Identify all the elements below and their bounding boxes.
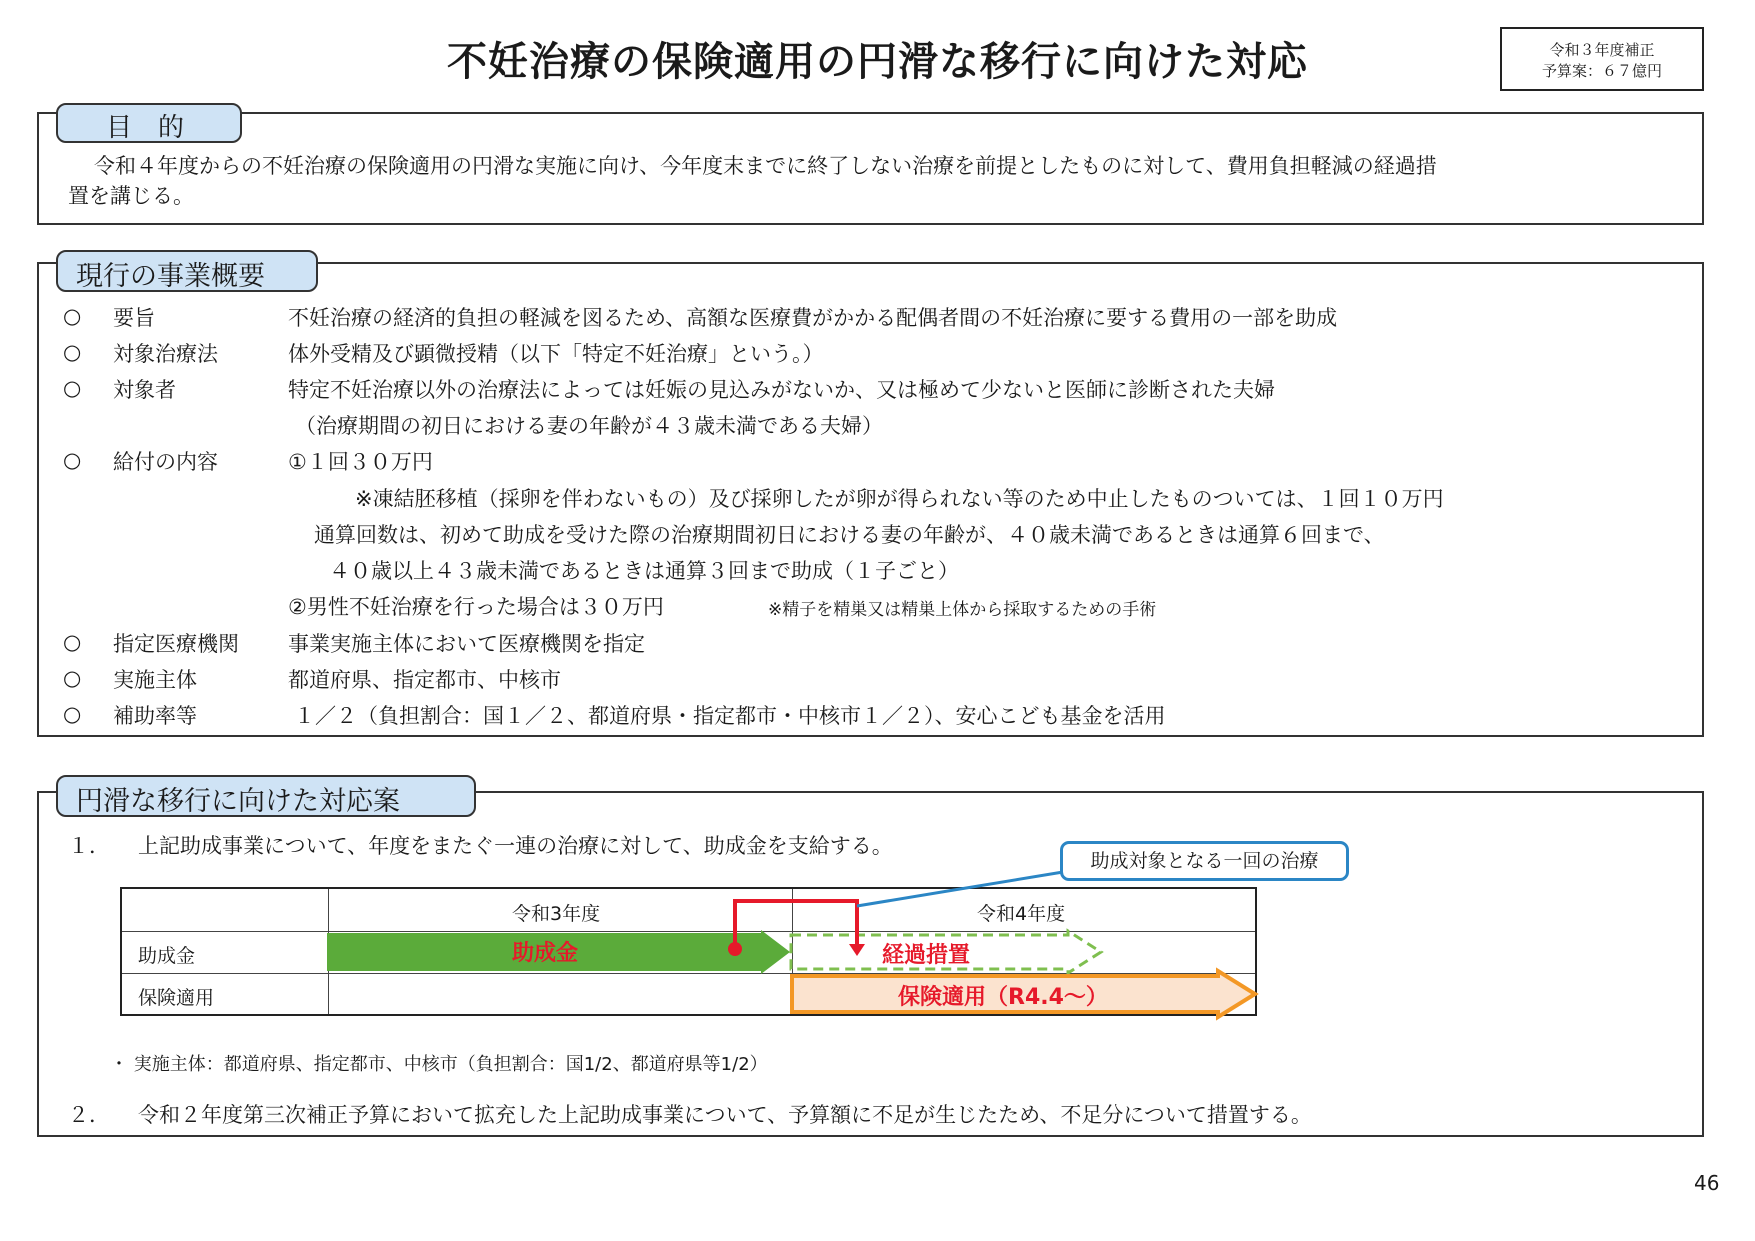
overview-value-target: 特定不妊治療以外の治療法によっては妊娠の見込みがないか、又は極めて少ないと医師に診断された夫婦 <box>288 378 1275 402</box>
insurance-bar-label: 保険適用（R4.4～） <box>898 985 1108 1010</box>
overview-value-summary: 不妊治療の経済的負担の軽減を図るため、高額な医療費がかかる配偶者間の不妊治療に要する費用の一部を助成 <box>288 306 1338 330</box>
overview-value-benefit: ①１回３０万円 <box>288 450 433 474</box>
purpose-label: 目 的 <box>56 103 242 143</box>
callout-box: 助成対象となる一回の治療 <box>1060 841 1349 881</box>
callout-pointer <box>857 872 1063 906</box>
overview-value-institution: 事業実施主体において医療機関を指定 <box>288 632 645 656</box>
table-row-insurance: 保険適用 <box>138 987 215 1009</box>
table-header-r4: 令和4年度 <box>977 903 1066 925</box>
plan-item2-number: ２． <box>68 1103 110 1127</box>
plan-item2-text: 令和２年度第三次補正予算において拡充した上記助成事業について、予算額に不足が生じたため、不足分について措置する。 <box>138 1103 1312 1127</box>
transition-bar-label: 経過措置 <box>882 943 971 968</box>
overview-benefit-note2: 通算回数は、初めて助成を受けた際の治療期間初日における妻の年齢が、４０歳未満であるときは通算６回まで、 <box>314 523 1385 547</box>
purpose-text-line2: 置を講じる。 <box>68 184 194 208</box>
bullet-circle: ○ <box>63 304 82 328</box>
bullet-circle: ○ <box>63 376 82 400</box>
overview-value-rate: １／２（負担割合：国１／２、都道府県・指定都市・中核市１／２）、安心こども基金を活用 <box>294 704 1166 728</box>
bracket-start-dot <box>728 942 742 956</box>
budget-line2: 予算案：６７億円 <box>1541 62 1662 80</box>
overview-benefit-note1: ※凍結胚移植（採卵を伴わないもの）及び採卵したが卵が得られない等のため中止したものついては、１回１０万円 <box>355 487 1444 511</box>
overview-benefit-male: ②男性不妊治療を行った場合は３０万円 <box>288 595 664 619</box>
table-header-r3: 令和3年度 <box>512 903 601 925</box>
overview-key-target: 対象者 <box>113 378 176 402</box>
page-number: 46 <box>1694 1171 1720 1195</box>
overview-benefit-male-note: ※精子を精巣又は精巣上体から採取するための手術 <box>768 600 1157 620</box>
bullet-circle: ○ <box>63 340 82 364</box>
overview-key-institution: 指定医療機関 <box>113 632 239 656</box>
plan-label: 円滑な移行に向けた対応案 <box>56 775 476 817</box>
plan-item1-text: 上記助成事業について、年度をまたぐ一連の治療に対して、助成金を支給する。 <box>138 834 893 858</box>
overview-value-treatment: 体外受精及び顕微授精（以下「特定不妊治療」という。） <box>288 342 824 366</box>
overview-key-implementer: 実施主体 <box>113 668 197 692</box>
overview-key-treatment: 対象治療法 <box>113 342 218 366</box>
overview-value-implementer: 都道府県、指定都市、中核市 <box>288 668 561 692</box>
overview-benefit-note3: ４０歳以上４３歳未満であるときは通算３回まで助成（１子ごと） <box>329 559 959 583</box>
overview-key-rate: 補助率等 <box>113 704 197 728</box>
purpose-text-line1: 令和４年度からの不妊治療の保険適用の円滑な実施に向け、今年度末までに終了しない治療を前提としたものに対して、費用負担軽減の経過措 <box>94 154 1437 178</box>
bullet-circle: ○ <box>63 702 82 726</box>
bracket-arrowhead <box>849 944 865 956</box>
table-row-subsidy: 助成金 <box>138 945 196 967</box>
subsidy-bar-label: 助成金 <box>512 941 579 966</box>
bullet-circle: ○ <box>63 666 82 690</box>
overview-key-summary: 要旨 <box>113 306 155 330</box>
plan-item1-number: １． <box>68 834 110 858</box>
bullet-circle: ○ <box>63 630 82 654</box>
plan-note: ・ 実施主体：都道府県、指定都市、中核市（負担割合：国1/2、都道府県等1/2） <box>110 1054 768 1075</box>
bullet-circle: ○ <box>63 448 82 472</box>
page-title: 不妊治療の保険適用の円滑な移行に向けた対応 <box>447 39 1308 85</box>
overview-key-benefit: 給付の内容 <box>113 450 218 474</box>
budget-line1: 令和３年度補正 <box>1549 41 1655 59</box>
overview-label: 現行の事業概要 <box>56 250 318 292</box>
overview-target-note: （治療期間の初日における妻の年齢が４３歳未満である夫婦） <box>295 414 883 438</box>
